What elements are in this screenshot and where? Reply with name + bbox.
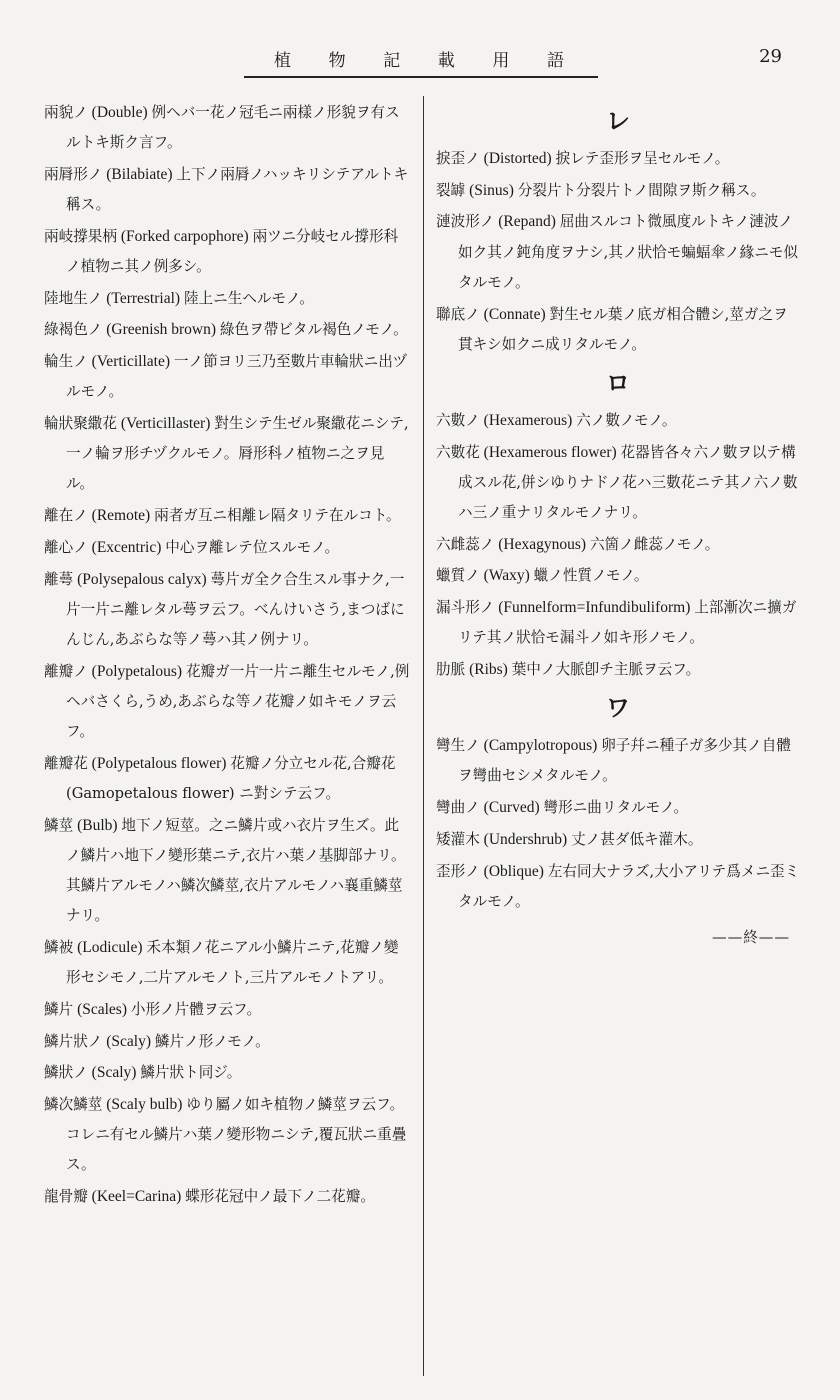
entry-definition: 鱗片狀ト同ジ。	[140, 1064, 242, 1082]
entry-definition: 六箇ノ雌蕊ノモノ。	[589, 535, 720, 553]
glossary-entry	[44, 284, 412, 314]
entry-term: 六數ノ	[436, 411, 480, 429]
entry-term: 輪生ノ	[44, 353, 88, 371]
entry-definition: 上下ノ兩脣ノハッキリシテアルトキ稱ス。	[66, 165, 409, 214]
entry-term: 肋脈	[436, 661, 466, 679]
entry-term: 離在ノ	[44, 507, 88, 525]
page-number: 29	[759, 46, 782, 67]
entry-term: 漣波形ノ	[436, 213, 495, 231]
glossary-entry	[436, 530, 800, 560]
entry-definition: 一ノ節ヨリ三乃至數片車輪狀ニ出ヅルモノ。	[66, 353, 408, 401]
glossary-entry	[436, 207, 800, 298]
header-title-char: 語	[546, 51, 566, 71]
entry-definition: 捩レテ歪形ヲ呈セルモノ。	[555, 150, 730, 167]
entry-term: 捩歪ノ	[436, 150, 480, 167]
entry-definition: 例ヘバ一花ノ冠毛ニ兩樣ノ形貌ヲ有スルトキ斯ク言フ。	[66, 104, 400, 152]
entry-definition: 兩ツニ分岐セル撐形科ノ植物ニ其ノ例多シ。	[66, 227, 399, 276]
entry-term: 六數花	[436, 443, 480, 461]
entry-term: 鱗狀ノ	[44, 1064, 88, 1082]
entry-english: (Polypetalous flower)	[87, 754, 231, 772]
entry-term: 離蕚	[44, 570, 74, 588]
entry-definition: 對生シテ生ゼル聚繖花ニシテ,一ノ輪ヲ形チヅクルモノ。脣形科ノ植物ニ之ヲ見ル。	[66, 415, 409, 493]
glossary-entry	[436, 300, 800, 360]
entry-term: 兩脣形ノ	[44, 165, 103, 183]
glossary-entry	[44, 657, 412, 748]
glossary-entry	[436, 176, 800, 206]
entry-term: 鱗莖	[44, 816, 74, 834]
entry-term: 鱗次鱗莖	[44, 1096, 103, 1113]
entry-definition: ゆり屬ノ如キ植物ノ鱗莖ヲ云フ。コレニ有セル鱗片ハ葉ノ變形物ニシテ,覆瓦狀ニ重疊ス。	[66, 1096, 407, 1174]
entry-english: (Scaly)	[102, 1032, 155, 1050]
section-heading: ワ	[606, 694, 630, 723]
glossary-entry	[44, 160, 412, 220]
entry-definition: 六ノ數ノモノ。	[576, 411, 677, 429]
entry-definition: 禾本類ノ花ニアル小鱗片ニテ,花瓣ノ變形セシモノ,二片アルモノト,三片アルモノトアリ。	[66, 938, 399, 987]
entry-english: (Connate)	[479, 305, 550, 323]
entry-term: 六雌蕊ノ	[436, 535, 495, 553]
entry-definition: 蠟ノ性質ノモノ。	[533, 567, 649, 585]
entry-english: (Curved)	[479, 799, 544, 817]
entry-definition: 上部漸次ニ擴ガリテ其ノ狀恰モ漏斗ノ如キ形ノモノ。	[458, 599, 797, 647]
entry-english: (Polysepalous calyx)	[73, 570, 211, 588]
glossary-entry	[44, 811, 412, 932]
entry-english: (Hexagynous)	[494, 535, 590, 553]
entry-term: 鱗被	[44, 938, 74, 956]
left-column	[44, 98, 412, 1214]
entry-english: (Bilabiate)	[102, 165, 177, 183]
entry-term: 漏斗形ノ	[436, 599, 495, 617]
entry-term: 裂罅	[436, 181, 466, 199]
entry-term: 離心ノ	[44, 538, 88, 556]
entry-english: (Hexamerous)	[479, 411, 577, 429]
entry-definition: 花瓣ノ分立セル花,合瓣花 (Gamopetalous flower) ニ對シテ云フ。	[66, 754, 396, 802]
entry-term: 歪形ノ	[436, 862, 480, 880]
entry-english: (Polypetalous)	[87, 662, 186, 680]
column-divider	[423, 96, 424, 1376]
entry-definition: 彎形ニ曲リタルモノ。	[543, 799, 689, 817]
entry-definition: 蝶形花冠中ノ最下ノ二花瓣。	[185, 1188, 375, 1206]
glossary-entry	[44, 995, 412, 1025]
entry-english: (Distorted)	[479, 150, 556, 167]
header-title-char: 物	[328, 51, 348, 71]
glossary-entry	[44, 533, 412, 563]
glossary-entry	[436, 825, 800, 855]
glossary-entry	[436, 561, 800, 591]
glossary-entry	[436, 731, 800, 791]
section-heading: ロ	[606, 368, 630, 397]
section-heading: レ	[606, 107, 630, 135]
entry-english: (Bulb)	[73, 816, 122, 834]
entry-term: 龍骨瓣	[44, 1188, 88, 1206]
entry-english: (Scaly bulb)	[102, 1096, 187, 1113]
glossary-entry	[436, 406, 800, 436]
entry-definition: 分裂片ト分裂片トノ間隙ヲ斯ク稱ス。	[517, 181, 766, 199]
entry-english: (Waxy)	[479, 567, 534, 585]
header-title-char: 用	[492, 51, 512, 71]
glossary-entry	[436, 857, 800, 917]
right-column	[436, 98, 800, 953]
glossary-entry	[44, 565, 412, 656]
entry-definition: 鱗片ノ形ノモノ。	[154, 1032, 270, 1050]
glossary-entry	[44, 501, 412, 531]
entry-definition: 左右同大ナラズ,大小アリテ爲メニ歪ミタルモノ。	[458, 862, 800, 910]
glossary-entry	[436, 655, 800, 685]
glossary-entry	[44, 98, 412, 158]
entry-english: (Double)	[87, 104, 152, 121]
glossary-entry	[44, 222, 412, 282]
header-rule	[244, 76, 598, 78]
entry-english: (Lodicule)	[73, 938, 147, 956]
entry-definition: 陸上ニ生ヘルモノ。	[183, 289, 314, 307]
entry-term: 離瓣ノ	[44, 662, 88, 680]
entry-english: (Ribs)	[465, 661, 512, 679]
entry-definition: 綠色ヲ帶ビタル褐色ノモノ。	[219, 321, 408, 339]
entry-english: (Greenish brown)	[102, 321, 220, 339]
entry-english: (Hexamerous flower)	[479, 443, 621, 461]
entry-definition: 丈ノ甚ダ低キ灌木。	[571, 830, 703, 848]
entry-term: 離瓣花	[44, 754, 88, 772]
glossary-entry	[44, 933, 412, 993]
entry-term: 鱗片狀ノ	[44, 1032, 103, 1050]
entry-term: 鱗片	[44, 1000, 74, 1018]
entry-english: (Excentric)	[87, 538, 166, 556]
entry-english: (Remote)	[87, 507, 155, 525]
header-title-char: 植	[274, 51, 293, 71]
entry-definition: 地下ノ短莖。之ニ鱗片或ハ衣片ヲ生ズ。此ノ鱗片ハ地下ノ變形葉ニテ,衣片ハ葉ノ基脚部ナリ。其鱗片アルモノハ鱗次鱗莖,衣片アルモノハ襄重鱗莖ナリ。	[66, 816, 406, 925]
entry-term: 兩貌ノ	[44, 104, 88, 121]
entry-english: (Terrestrial)	[102, 289, 184, 307]
entry-definition: 中心ヲ離レテ位スルモノ。	[165, 538, 340, 556]
entry-term: 彎曲ノ	[436, 799, 480, 817]
glossary-entry	[436, 438, 800, 529]
entry-term: 彎生ノ	[436, 737, 480, 755]
entry-definition: 對生セル葉ノ底ガ相合體シ,莖ガ之ヲ貫キシ如クニ成リタルモノ。	[458, 305, 788, 353]
entry-term: 蠟質ノ	[436, 567, 480, 585]
entry-definition: 卵子幷ニ種子ガ多少其ノ自體ヲ彎曲セシメタルモノ。	[458, 737, 791, 785]
entry-definition: 葉中ノ大脈卽チ主脈ヲ云フ。	[511, 661, 701, 679]
entry-term: 矮灌木	[436, 830, 480, 848]
entry-definition: 小形ノ片體ヲ云フ。	[130, 1000, 262, 1018]
page-header-title	[240, 46, 600, 71]
entry-term: 輪狀聚繖花	[44, 415, 117, 433]
entry-english: (Undershrub)	[479, 830, 572, 848]
entry-definition: 蕚片ガ全ク合生スル事ナク,一片一片ニ離レタル蕚ヲ云フ。べんけいさう,まつばにんじん,あぶらな等ノ蕚ハ其ノ例ナリ。	[66, 570, 405, 648]
entry-english: (Repand)	[494, 213, 560, 231]
entry-term: 綠褐色ノ	[44, 321, 103, 339]
entry-english: (Sinus)	[465, 181, 518, 199]
glossary-entry	[436, 793, 800, 823]
glossary-entry	[44, 1182, 412, 1212]
entry-english: (Forked carpophore)	[116, 227, 253, 245]
entry-english: (Scales)	[73, 1000, 131, 1018]
entry-english: (Verticillate)	[87, 353, 174, 371]
header-title-char: 載	[437, 51, 457, 71]
glossary-entry	[436, 593, 800, 653]
entry-definition: 屈曲スルコト微風度ルトキノ漣波ノ如ク其ノ鈍角度ヲナシ,其ノ狀恰モ蝙蝠傘ノ緣ニモ似タルモノ。	[458, 213, 799, 291]
end-mark: ——終——	[712, 928, 790, 946]
entry-definition: 花器皆各々六ノ數ヲ以テ構成スル花,併シゆりナドノ花ハ三數花ニテ其ノ六ノ數ハ三ノ重ナリタルモノナリ。	[458, 443, 798, 522]
glossary-entry	[44, 749, 412, 809]
header-title-char: 記	[383, 51, 403, 71]
entry-term: 聯底ノ	[436, 305, 480, 323]
entry-english: (Campylotropous)	[479, 737, 602, 755]
entry-english: (Funnelform=Infundibuliform)	[494, 599, 695, 617]
entry-term: 陸地生ノ	[44, 289, 103, 307]
glossary-entry	[44, 1058, 412, 1088]
glossary-entry	[436, 144, 800, 174]
glossary-entry	[44, 409, 412, 500]
entry-english: (Oblique)	[479, 862, 548, 880]
entry-term: 兩岐撐果柄	[44, 227, 117, 245]
entry-english: (Keel=Carina)	[87, 1188, 186, 1206]
glossary-entry	[44, 315, 412, 345]
entry-english: (Verticillaster)	[116, 415, 215, 433]
glossary-entry	[44, 347, 412, 407]
glossary-entry	[44, 1027, 412, 1057]
entry-definition: 花瓣ガ一片一片ニ離生セルモノ,例ヘバさくら,うめ,あぶらな等ノ花瓣ノ如キモノヲ云フ。	[66, 662, 410, 741]
entry-english: (Scaly)	[87, 1064, 141, 1082]
entry-definition: 兩者ガ互ニ相離レ隔タリテ在ルコト。	[154, 507, 401, 525]
glossary-entry	[44, 1090, 412, 1181]
